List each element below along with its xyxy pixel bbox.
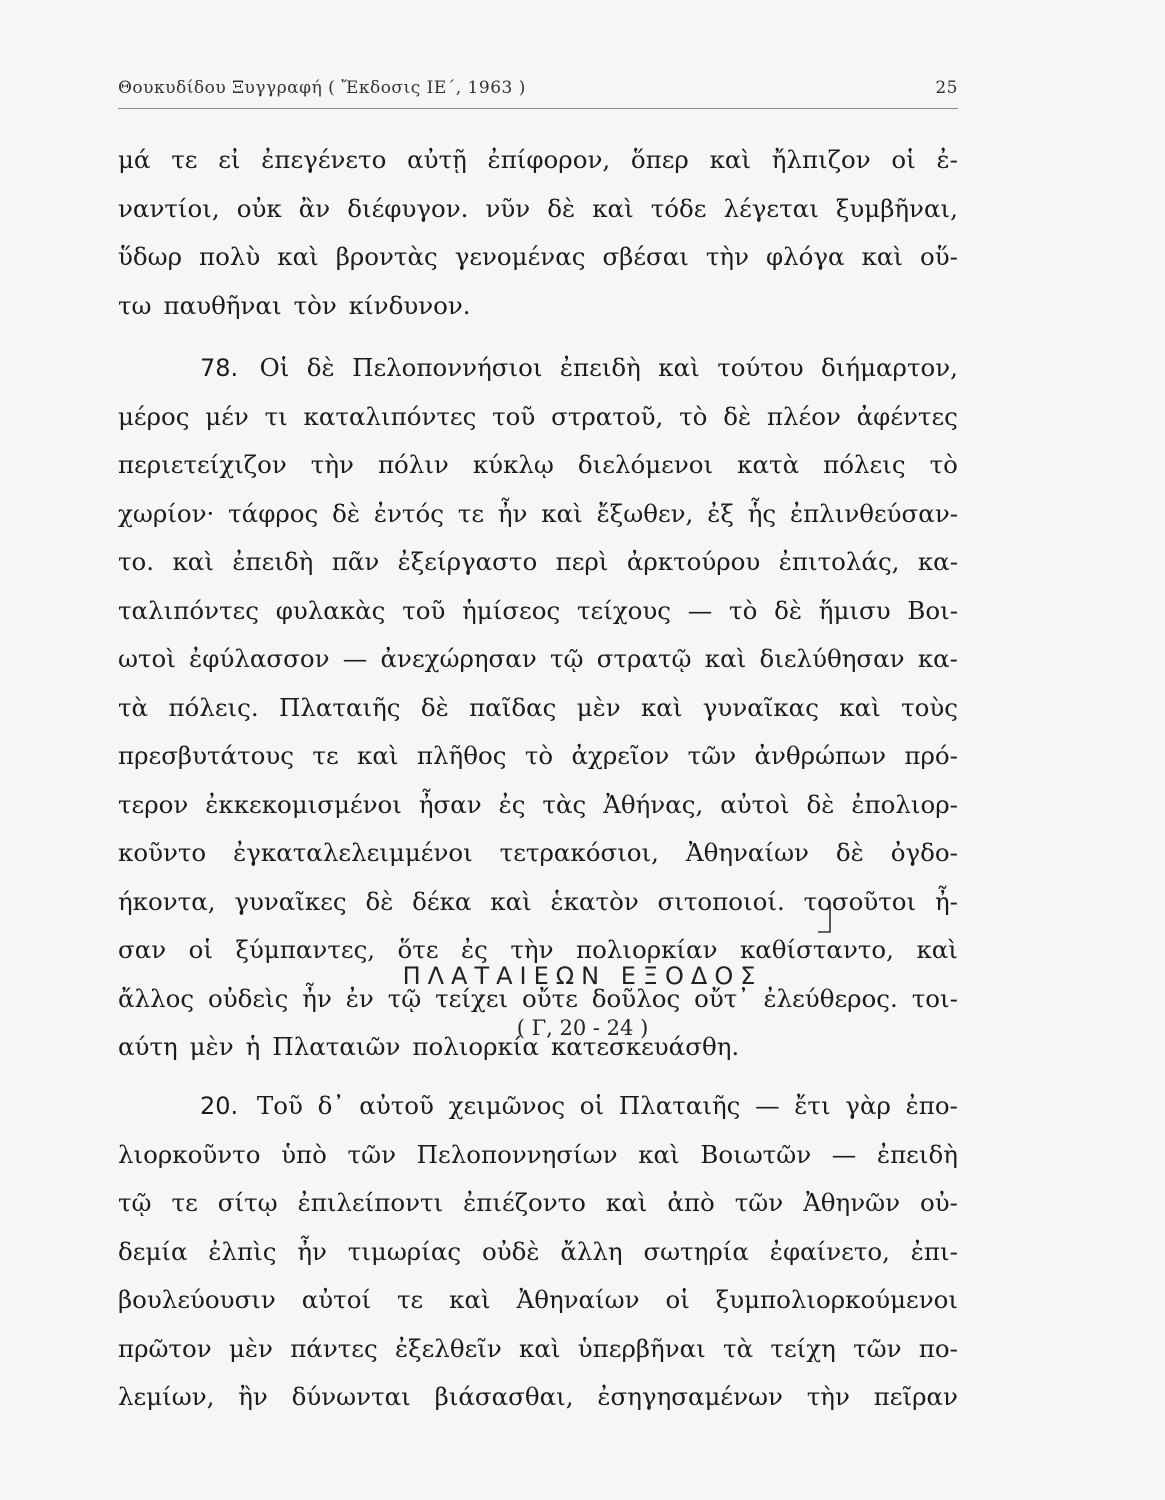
word: δύνωνται [291,1382,411,1411]
text-line [118,185,958,234]
word: τοὺς [901,692,958,722]
word: πρῶτον [118,1333,212,1363]
word: τὰς [542,789,587,819]
header-rule [118,108,958,109]
word: ἐπειδὴ [559,353,641,382]
word: τιμωρίας [347,1236,462,1266]
word: δὲ [420,692,449,722]
word: βουλεύουσιν [118,1285,276,1314]
word: Βοιωτῶν [700,1139,812,1169]
word: οὐδὲ [481,1236,540,1266]
text-line [118,344,958,393]
word: φυλακὰς [275,595,386,625]
word: κατεσκευάσθη. [550,1032,740,1061]
word: ὀγδο- [890,838,958,867]
word: ήκοντα, [118,886,216,916]
word: χειμῶνος [448,1091,566,1120]
word: καὶ [605,1188,648,1217]
word: διήμαρτον, [821,353,958,382]
word: διελόμενοι [577,450,714,479]
word: ἀνεχώρησαν [380,644,537,673]
word: ἐκκεκομισμένοι [205,789,402,819]
text-line [118,538,958,587]
word: τάφρος [228,498,319,528]
word: ἐς [498,789,526,819]
word: φλόγα [765,242,845,271]
word: τε [171,1188,198,1217]
word: τε [171,145,198,174]
word: σαν [118,935,167,964]
word: ἐπο- [905,1091,958,1120]
editorial-bracket-mark [812,900,836,936]
word: σιτοποιοί. [657,886,785,916]
word: — [342,644,368,673]
word: σίτῳ [217,1188,278,1217]
word: ἐξ [707,498,734,528]
word: ωτοὶ [118,644,176,673]
word: τὰ [118,692,149,722]
word: ἀφέντες [856,401,958,431]
word: καταλιπόντες [303,401,477,431]
word: Ἀθηνῶν [803,1188,900,1217]
word: πολιορκία [412,1032,539,1061]
word: τὴν [510,935,554,964]
word: Βοι- [907,595,958,625]
word: ταλιπόντες [118,595,259,625]
word: ἧς [747,498,777,528]
word: καὶ [172,547,214,576]
word: ξυμβῆναι, [835,193,958,223]
section-reference: ( Γ, 20 - 24 ) [516,1016,649,1040]
text-line [118,1228,958,1277]
word: τῶν [734,1188,784,1217]
word: πόλιν [377,450,449,479]
word: πολὺ [199,242,261,271]
word: ἦ- [934,886,958,916]
word: ἐπειδὴ [876,1139,958,1169]
running-title: Θουκυδίδου Ξυγγραφή ( Ἔκδοσις ΙΕ΄, 1963 ) [118,78,526,98]
word: λιορκοῦντο [118,1139,261,1169]
word: ἐφύλασσον [189,644,330,673]
word: ὑπὸ [281,1139,327,1169]
paragraph-continuation [118,136,958,330]
word: γὰρ [845,1091,891,1120]
text-line [118,635,958,684]
word: ἐπιέζοντο [463,1188,586,1217]
word: δέκα [412,886,472,916]
word: καὶ [357,741,399,770]
word: αὐτοί [301,1285,372,1314]
word: καθίσταντο, [739,935,894,964]
text-line [118,136,958,185]
word: ἂν [298,193,331,223]
word: τοῦ [402,595,446,625]
text-line [118,829,958,878]
word: τὸ [524,741,554,770]
word: περὶ [555,547,609,576]
text-line [118,1082,958,1131]
word: τοι- [911,983,958,1013]
word: ἐξελθεῖν [394,1333,502,1363]
word: ἦν [302,983,332,1013]
word: διελύθησαν [759,644,905,673]
word: ἐφαίνετο, [769,1236,890,1266]
word: ἦσαν [418,789,482,819]
word: οὔτε [522,983,578,1013]
word: σβέσαι [602,242,689,271]
word: περιετείχιζον [118,450,287,479]
word: δὲ [774,595,803,625]
word: δοῦλος [591,983,681,1013]
word: δὲ [547,193,576,223]
word: καὶ [916,935,958,964]
word: κύκλῳ [472,450,554,479]
word: βροντὰς [335,242,438,271]
word: κίνδυνον. [348,290,471,320]
word: καὶ [541,498,583,528]
word: ἐπίφορον, [487,145,611,174]
word: ἐλεύθερος. [763,983,898,1013]
word: ξύμπαντες, [235,935,376,964]
word: τῷ [118,1188,152,1217]
word: ἀχρεῖον [571,741,670,770]
word: τερον [118,789,189,819]
word: οὐκ [236,193,282,223]
word: — [755,1091,780,1120]
word: — [687,595,713,625]
word: ἐπειδὴ [232,547,314,576]
word: ἡμίσεος [462,595,561,625]
section-number: 20. [200,1092,239,1120]
word: Πλαταιῆς [278,692,401,722]
word: γυναῖκες [234,886,347,916]
word: ὅπερ [630,145,689,174]
text-line [118,1373,958,1422]
word: τῶν [853,1333,902,1363]
word: οὔτ᾽ [694,983,750,1013]
word: ἐπεγένετο [261,145,387,174]
word: τὸ [929,450,958,479]
word: ἐπιλείποντι [297,1188,444,1217]
word: διέφυγον. [347,193,469,223]
word: τείχει [435,983,509,1013]
text-line [118,1325,958,1374]
word: ἥμισυ [818,595,891,625]
word: οὐδεὶς [207,983,289,1013]
word: τε [312,741,339,770]
word: ἐσηγησαμένων [597,1382,783,1411]
word: Πλαταιῆς [618,1091,741,1120]
word: κα- [917,547,958,576]
word: — [831,1139,857,1169]
word: ἔτι [794,1091,831,1120]
text-line [118,1179,958,1228]
text-line [118,1276,958,1325]
word: δὲ [723,401,752,431]
word: ἤλπιζον [771,145,871,174]
word: καὶ [638,1139,680,1169]
word: δ᾽ [317,1091,345,1120]
word: ὕδωρ [118,242,183,271]
word: ἄλλος [118,983,195,1013]
text-line [118,393,958,442]
word: τετρακόσιοι, [499,838,659,867]
word: οἱ [891,145,916,174]
word: τε [396,1285,424,1314]
word: βιάσασθαι, [434,1382,574,1411]
word: ἐ- [936,145,958,174]
word: τῶν [687,741,737,770]
word: ἐπλινθεύσαν- [789,498,958,528]
word: πόλεις. [168,692,259,722]
word: τι [264,401,288,431]
word: δὲ [332,498,360,528]
word: πόλεις [823,450,906,479]
word: μὲν [189,1032,234,1061]
word: τὸν [293,290,337,320]
text-line [118,282,958,331]
word: τὸ [679,401,708,431]
word: ἐλπὶς [208,1236,277,1266]
word: το. [118,547,155,576]
word: ἦν [297,1236,327,1266]
word: Τοῦ [256,1091,303,1120]
word: πλέον [766,401,841,431]
word: καὶ [519,1333,561,1363]
word: δὲ [306,353,335,382]
word: πρεσβυτάτους [118,741,294,770]
word: τοῦ [492,401,536,431]
paragraph-section-20 [118,1082,958,1422]
word: ἔξωθεν, [596,498,694,528]
word: τω [118,290,152,320]
word: καὶ [658,353,700,382]
text-line [118,490,958,539]
word: τὴν [310,450,354,479]
word: Ἀθήνας, [603,789,704,819]
word: στρατῷ [596,644,692,673]
word: τῶν [347,1139,396,1169]
word: αὐτῇ [407,145,467,174]
word: ἐξείργαστο [397,547,538,576]
word: τείχους [576,595,672,625]
word: δὲ [835,838,864,867]
word: λέγεται [723,193,819,223]
word: χωρίον· [118,498,215,528]
word: στρατοῦ, [551,401,664,431]
word: τοσοῦτοι [803,886,917,916]
section-heading: ΠΛΑΤΑΙΕΩΝ ΕΞΟΔΟΣ [402,962,763,990]
word: παυθῆναι [163,290,282,320]
word: καὶ [592,193,634,223]
word: πο- [918,1333,958,1363]
word: μὲν [228,1333,273,1363]
word: δὲ [806,789,835,819]
word: τὴν [705,242,750,271]
word: μέν [205,401,249,431]
word: οἱ [579,1091,605,1120]
word: ξυμπολιορκούμενοι [715,1285,958,1314]
text-line [118,587,958,636]
page-number: 25 [935,78,958,98]
word: μέρος [118,401,190,431]
word: ἐπιτολάς, [778,547,900,576]
word: τῷ [549,644,584,673]
word: Πελοποννήσιοι [352,353,543,382]
word: Ἀθηναίων [516,1285,640,1314]
word: Πλαταιῶν [272,1032,401,1061]
word: μά [118,145,151,174]
text-line [118,441,958,490]
text-line [118,233,958,282]
word: ἐντός [373,498,444,528]
word: κοῦντο [118,838,207,867]
word: ἑκατὸν [550,886,639,916]
word: τῷ [387,983,422,1013]
word: καὶ [640,692,683,722]
word: μὲν [576,692,621,722]
section-number: 78. [200,354,239,382]
word: ἀρκτούρου [626,547,761,576]
word: ἐπι- [910,1236,958,1266]
word: αὐτοῦ [359,1091,434,1120]
word: καὶ [861,242,904,271]
word: ἀνθρώπων [754,741,887,770]
word: ὑπερβῆναι [577,1333,706,1363]
word: τε [457,498,485,528]
running-head [118,72,958,102]
word: αύτη [118,1032,178,1061]
word: νῦν [485,193,531,223]
word: σωτηρία [643,1236,749,1266]
word: καὶ [277,242,319,271]
text-line [118,684,958,733]
word: Ἀθηναίων [685,838,809,867]
word: παῖδας [469,692,557,722]
text-line [118,781,958,830]
word: ἢν [238,1382,268,1411]
word: αὐτοὶ [720,789,790,819]
word: πλῆθος [416,741,507,770]
word: ὅτε [397,935,439,964]
word: Πελοποννησίων [416,1139,618,1169]
word: ἀπὸ [667,1188,715,1217]
word: κατὰ [737,450,800,479]
word: πεῖραν [873,1382,958,1411]
word: ἄλλη [560,1236,623,1266]
word: οἱ [665,1285,690,1314]
word: καὶ [449,1285,491,1314]
word: γυναῖκας [702,692,819,722]
word: οὐ- [919,1188,958,1217]
word: καὶ [490,886,532,916]
word: γενομένας [454,242,586,271]
word: καὶ [709,145,752,174]
word: λεμίων, [118,1382,215,1411]
word: τὰ [723,1333,754,1363]
word: τούτου [717,353,804,382]
word: πάντες [290,1333,378,1363]
word: κα- [917,644,958,673]
word: δεμία [118,1236,188,1266]
word: τείχη [770,1333,836,1363]
word: πρό- [904,741,958,770]
word: τὸ [729,595,758,625]
word: τόδε [650,193,707,223]
word: ἐπολιορ- [851,789,958,819]
word: δὲ [365,886,394,916]
word: οἱ [188,935,213,964]
word: ἐγκαταλελειμμένοι [233,838,473,867]
word: οὕ- [920,242,958,271]
word: πολιορκίαν [575,935,718,964]
word: τὴν [806,1382,850,1411]
word: καὶ [704,644,747,673]
word: Οἱ [259,353,290,382]
word: ἐς [461,935,488,964]
word: εἰ [218,145,241,174]
word: πᾶν [331,547,380,576]
word: καὶ [839,692,881,722]
text-line [118,732,958,781]
text-line [118,1131,958,1180]
word: ναντίοι, [118,193,220,223]
word: ἦν [497,498,528,528]
word: ἡ [245,1032,261,1061]
word: ἐν [345,983,374,1013]
